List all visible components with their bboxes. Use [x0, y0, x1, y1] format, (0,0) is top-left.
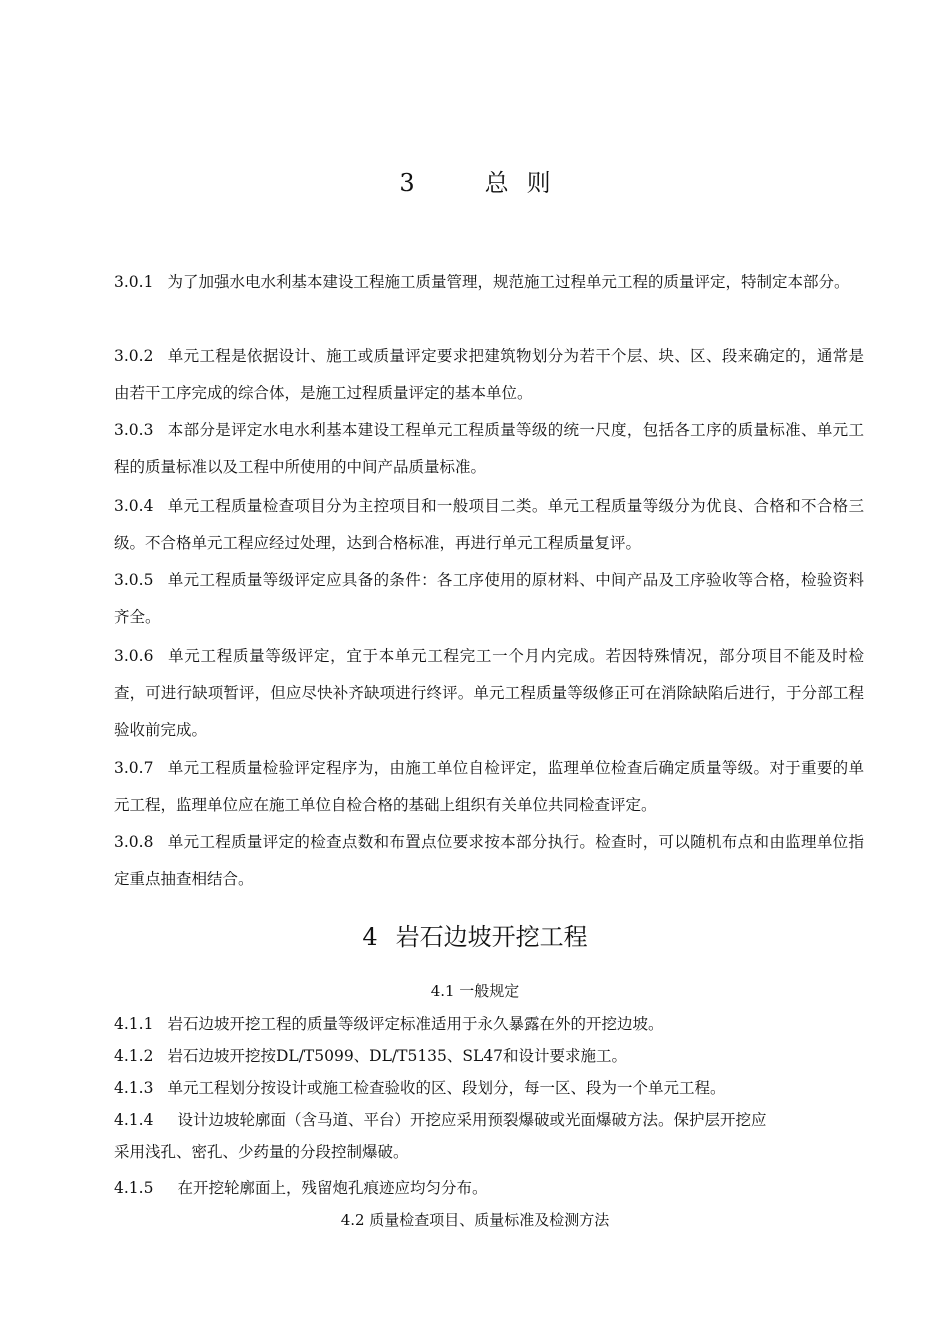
- clause-number: 3.0.2: [114, 347, 154, 365]
- paragraph-3-0-8: [114, 824, 864, 898]
- clause-number: 4.1.2: [114, 1047, 154, 1065]
- clause-number: 4.1.5: [114, 1179, 154, 1197]
- clause-4-1-4: [114, 1104, 864, 1136]
- chapter-title: 总则: [484, 169, 569, 197]
- clause-text: 本部分是评定水电水利基本建设工程单元工程质量等级的统一尺度，包括各工序的质量标准、单元工程的质量标准以及工程中所使用的中间产品质量标准。: [114, 421, 864, 476]
- clause-text: 为了加强水电水利基本建设工程施工质量管理，规范施工过程单元工程的质量评定，特制定本部分。: [167, 273, 850, 291]
- clause-text: 单元工程质量检验评定程序为，由施工单位自检评定，监理单位检查后确定质量等级。对于重要的单元工程，监理单位应在施工单位自检合格的基础上组织有关单位共同检查评定。: [114, 759, 864, 814]
- chapter-title: 岩石边坡开挖工程: [395, 923, 588, 951]
- paragraph-3-0-2: [114, 338, 864, 412]
- clause-text: 单元工程质量检查项目分为主控项目和一般项目二类。单元工程质量等级分为优良、合格和不合格三级。不合格单元工程应经过处理，达到合格标准，再进行单元工程质量复评。: [114, 497, 864, 552]
- chapter-3-heading: [0, 168, 950, 198]
- clause-text: 岩石边坡开挖按DL/T5099、DL/T5135、SL47和设计要求施工。: [167, 1047, 628, 1065]
- clause-number: 3.0.7: [114, 759, 154, 777]
- clause-text: 单元工程质量等级评定应具备的条件：各工序使用的原材料、中间产品及工序验收等合格，检验资料齐全。: [114, 571, 864, 626]
- clause-4-1-4-continued: [114, 1136, 864, 1168]
- clause-text: 设计边坡轮廓面（含马道、平台）开挖应采用预裂爆破或光面爆破方法。保护层开挖应: [177, 1111, 767, 1129]
- clause-text: 岩石边坡开挖工程的质量等级评定标准适用于永久暴露在外的开挖边坡。: [167, 1015, 664, 1033]
- clause-4-1-5: [114, 1172, 864, 1204]
- clause-number: 3.0.5: [114, 571, 154, 589]
- clause-number: 3.0.1: [114, 273, 154, 291]
- clause-number: 3.0.3: [114, 421, 154, 439]
- chapter-4-heading: [0, 922, 950, 952]
- clause-text: 单元工程质量等级评定，宜于本单元工程完工一个月内完成。若因特殊情况，部分项目不能及时检查，可进行缺项暂评，但应尽快补齐缺项进行终评。单元工程质量等级修正可在消除缺陷后进行，于分部工程验收前完成。: [114, 647, 864, 739]
- section-4-1-heading: 4.1 一般规定: [430, 982, 520, 1000]
- clause-4-1-1: [114, 1008, 864, 1040]
- paragraph-3-0-5: [114, 562, 864, 636]
- clause-number: 3.0.6: [114, 647, 154, 665]
- chapter-number: 3: [399, 169, 415, 197]
- paragraph-3-0-3: [114, 412, 864, 486]
- clause-text: 单元工程是依据设计、施工或质量评定要求把建筑物划分为若干个层、块、区、段来确定的，通常是由若干工序完成的综合体，是施工过程质量评定的基本单位。: [114, 347, 864, 402]
- clause-number: 4.1.3: [114, 1079, 154, 1097]
- paragraph-3-0-1: [114, 264, 864, 301]
- paragraph-3-0-6: [114, 638, 864, 749]
- paragraph-3-0-7: [114, 750, 864, 824]
- clause-text: 单元工程划分按设计或施工检查验收的区、段划分，每一区、段为一个单元工程。: [167, 1079, 726, 1097]
- paragraph-3-0-4: [114, 488, 864, 562]
- clause-number: 4.1.1: [114, 1015, 154, 1033]
- clause-number: 3.0.8: [114, 833, 154, 851]
- clause-4-1-3: [114, 1072, 864, 1104]
- section-4-2-heading: 4.2 质量检查项目、质量标准及检测方法: [340, 1211, 610, 1229]
- clause-text: 单元工程质量评定的检查点数和布置点位要求按本部分执行。检查时，可以随机布点和由监理单位指定重点抽查相结合。: [114, 833, 864, 888]
- clause-4-1-2: [114, 1040, 864, 1072]
- clause-text: 在开挖轮廓面上，残留炮孔痕迹应均匀分布。: [177, 1179, 488, 1197]
- clause-text: 采用浅孔、密孔、少药量的分段控制爆破。: [114, 1143, 409, 1161]
- clause-number: 4.1.4: [114, 1111, 154, 1129]
- chapter-number: 4: [362, 923, 378, 951]
- clause-number: 3.0.4: [114, 497, 154, 515]
